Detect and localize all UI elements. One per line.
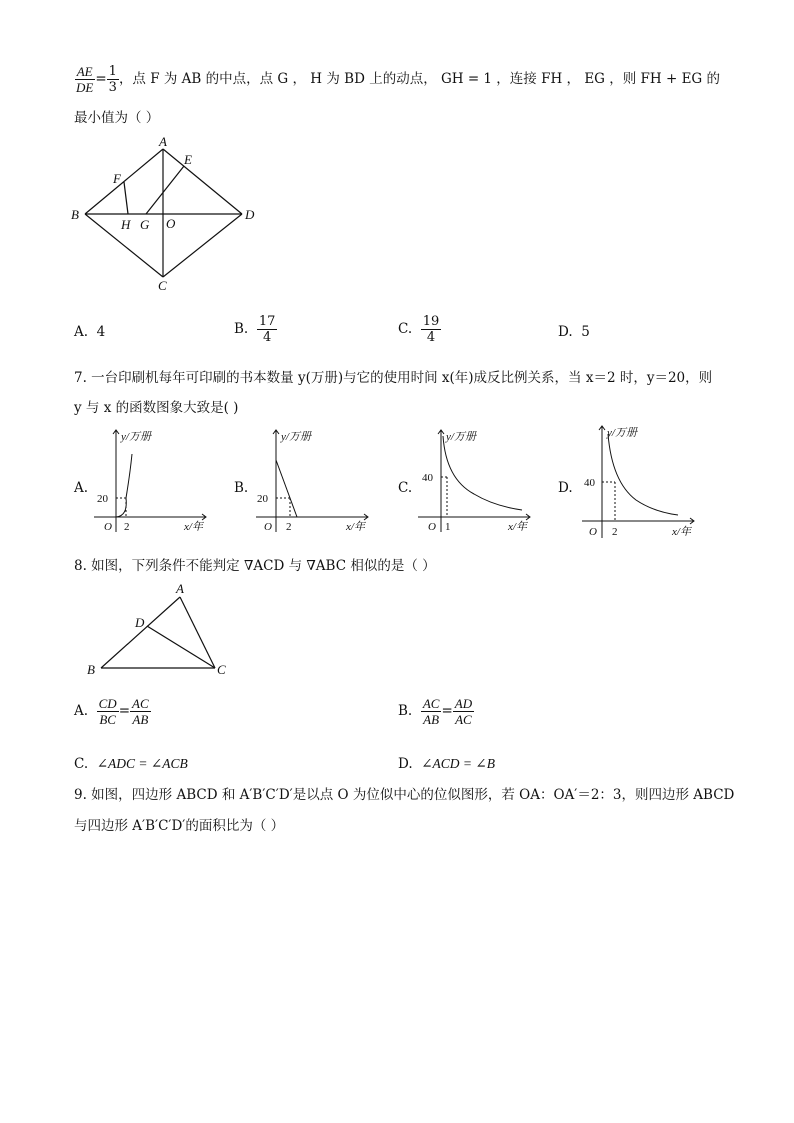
- label-d: D: [135, 615, 145, 630]
- origin-label: O: [104, 521, 112, 533]
- label-a: A: [176, 582, 184, 596]
- q6-option-b: B. $\frac{17}{4}$: [234, 314, 276, 345]
- label-a: A: [159, 136, 167, 149]
- label-b: B: [87, 662, 95, 677]
- edge-ad: [163, 149, 242, 214]
- y-label: y/万册: [607, 427, 637, 439]
- x-tick: 2: [612, 526, 618, 538]
- y-tick: 20: [97, 493, 108, 505]
- label-c: C: [217, 662, 226, 677]
- label-e: E: [184, 152, 192, 167]
- q7-graph-d: [578, 420, 708, 544]
- q7-option-a-label: A.: [74, 480, 89, 496]
- q7-graph-b: [250, 424, 380, 536]
- q8-line1: 8. 如图，下列条件不能判定 ∇ACD 与 ∇ABC 相似的是（ ）: [74, 558, 436, 574]
- label-c: C: [158, 278, 167, 293]
- x-label: x/年: [508, 521, 527, 533]
- q7-graph-c: [412, 424, 542, 536]
- label-f: F: [113, 171, 121, 186]
- y-tick: 40: [422, 472, 433, 484]
- q9-line1: 9. 如图，四边形 ABCD 和 A′B′C′D′是以点 O 为位似中心的位似图形，若 OA：OA′＝2：3，则四边形 ABCD: [74, 787, 735, 803]
- y-label: y/万册: [281, 431, 311, 443]
- q7-option-c-label: C.: [398, 480, 413, 496]
- segment-eg: [146, 166, 184, 214]
- q7-line2: y 与 x 的函数图象大致是( ): [74, 400, 239, 416]
- edge-ba: [101, 597, 180, 668]
- q6-figure-rhombus: [66, 136, 266, 296]
- origin-label: O: [264, 521, 272, 533]
- origin-label: O: [428, 521, 436, 533]
- x-tick: 2: [286, 521, 292, 533]
- curve-a: [116, 454, 132, 517]
- curve-c: [443, 436, 522, 510]
- q6-line1: $\frac{AE}{DE}$ = $\frac{1}{3}$ ，点 F 为 AB 的中点，点 G ， H 为 BD 上的动点， GH = 1 ，连接 FH ， EG ，则 FH + EG 的: [76, 64, 721, 95]
- q7-option-d-label: D.: [558, 480, 573, 496]
- label-b: B: [71, 207, 79, 222]
- q7-graph-a: [88, 424, 218, 536]
- q7-option-b-label: B.: [234, 480, 249, 496]
- q9-line2: 与四边形 A′B′C′D′的面积比为（ ）: [74, 818, 285, 834]
- q6-option-c: C. $\frac{19}{4}$: [398, 314, 440, 345]
- x-label: x/年: [184, 521, 203, 533]
- q8-option-c: C. ∠ADC = ∠ACB: [74, 756, 188, 772]
- q6-option-a: A. 4: [74, 324, 106, 340]
- label-h: H: [121, 217, 131, 232]
- y-label: y/万册: [446, 431, 476, 443]
- x-label: x/年: [672, 526, 691, 538]
- y-tick: 20: [257, 493, 268, 505]
- edge-ab: [85, 149, 163, 214]
- q8-figure-triangle: [80, 582, 240, 682]
- y-tick: 40: [584, 477, 595, 489]
- origin-label: O: [589, 526, 597, 538]
- label-g: G: [140, 217, 150, 232]
- label-o: O: [166, 216, 176, 231]
- q6-fraction-ae-de: $\frac{AE}{DE}$: [76, 64, 94, 95]
- x-tick: 1: [445, 521, 451, 533]
- q8-option-a: A. $\frac{CD}{BC}$ = $\frac{AC}{AB}$: [74, 696, 149, 727]
- q6-fraction-one-third: $\frac{1}{3}$: [108, 64, 117, 95]
- y-label: y/万册: [121, 431, 151, 443]
- label-d: D: [245, 207, 255, 222]
- line-b: [276, 460, 297, 517]
- q8-option-b: B. $\frac{AC}{AB}$ = $\frac{AD}{AC}$: [398, 696, 473, 727]
- x-label: x/年: [346, 521, 365, 533]
- q7-line1: 7. 一台印刷机每年可印刷的书本数量 y(万册)与它的使用时间 x(年)成反比例关系，当 x＝2 时，y＝20，则: [74, 370, 713, 386]
- x-tick: 2: [124, 521, 130, 533]
- curve-d: [608, 434, 678, 515]
- segment-fh: [124, 182, 128, 214]
- q8-option-d: D. ∠ACD = ∠B: [398, 756, 495, 772]
- q6-option-d: D. 5: [558, 324, 590, 340]
- q6-line2: 最小值为（ ）: [74, 110, 160, 126]
